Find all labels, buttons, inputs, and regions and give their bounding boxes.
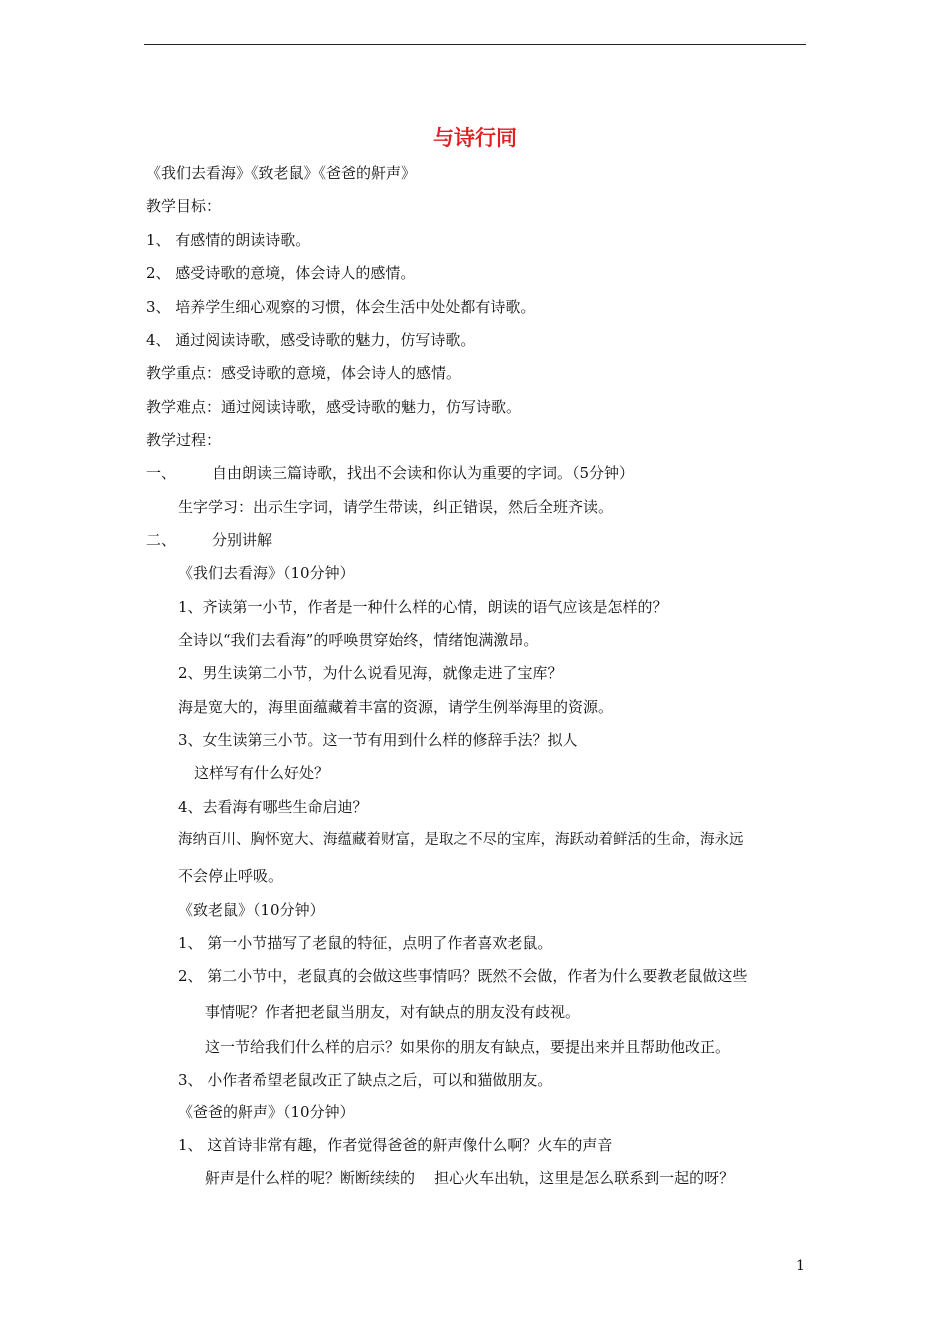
goals-heading: 教学目标： xyxy=(146,197,222,215)
step-text: 自由朗读三篇诗歌，找出不会读和你认为重要的字词。（5分钟） xyxy=(212,464,635,482)
poem-line: 2、男生读第二小节，为什么说看见海，就像走进了宝库？ xyxy=(178,664,563,682)
key-point: 教学重点：感受诗歌的意境，体会诗人的感情。 xyxy=(146,364,462,382)
poem-line: 1、 这首诗非常有趣，作者觉得爸爸的鼾声像什么啊？火车的声音 xyxy=(178,1136,613,1154)
poem-line: 海是宽大的，海里面蕴藏着丰富的资源，请学生例举海里的资源。 xyxy=(178,698,614,716)
poem-line: 全诗以“我们去看海”的呼唤贯穿始终，情绪饱满激昂。 xyxy=(178,631,539,649)
poem-line: 3、 小作者希望老鼠改正了缺点之后，可以和猫做朋友。 xyxy=(178,1071,553,1089)
poem-line: 这一节给我们什么样的启示？如果你的朋友有缺点，要提出来并且帮助他改正。 xyxy=(205,1038,731,1056)
goal-item: 2、 感受诗歌的意境，体会诗人的感情。 xyxy=(146,264,416,282)
poem-heading: 《爸爸的鼾声》（10分钟） xyxy=(178,1103,355,1121)
step-text: 分别讲解 xyxy=(212,531,273,549)
step-number: 二、 xyxy=(146,531,177,549)
poem-line: 海纳百川、胸怀宽大、海蕴藏着财富，是取之不尽的宝库，海跃动着鲜活的生命，海永远 xyxy=(178,832,744,848)
poem-line: 1、 第一小节描写了老鼠的特征，点明了作者喜欢老鼠。 xyxy=(178,934,553,952)
poem-heading: 《我们去看海》（10分钟） xyxy=(178,564,355,582)
poem-line: 1、齐读第一小节，作者是一种什么样的心情，朗读的语气应该是怎样的？ xyxy=(178,598,668,616)
poem-heading: 《致老鼠》（10分钟） xyxy=(178,901,325,919)
poem-line: 3、女生读第三小节。这一节有用到什么样的修辞手法？拟人 xyxy=(178,731,578,749)
goal-item: 4、 通过阅读诗歌，感受诗歌的魅力，仿写诗歌。 xyxy=(146,331,476,349)
poems-line: 《我们去看海》《致老鼠》《爸爸的鼾声》 xyxy=(146,164,417,182)
header-rule xyxy=(144,44,806,45)
poem-line: 这样写有什么好处？ xyxy=(194,764,330,782)
poem-line: 鼾声是什么样的呢？断断续续的 担心火车出轨，这里是怎么联系到一起的呀？ xyxy=(205,1169,735,1187)
poem-line: 4、去看海有哪些生命启迪？ xyxy=(178,798,368,816)
goal-item: 3、 培养学生细心观察的习惯，体会生活中处处都有诗歌。 xyxy=(146,298,536,316)
step-detail: 生字学习：出示生字词，请学生带读，纠正错误，然后全班齐读。 xyxy=(178,498,614,516)
process-heading: 教学过程： xyxy=(146,431,222,449)
difficulty: 教学难点：通过阅读诗歌，感受诗歌的魅力，仿写诗歌。 xyxy=(146,398,522,416)
poem-line: 2、 第二小节中，老鼠真的会做这些事情吗？既然不会做，作者为什么要教老鼠做这些 xyxy=(178,967,748,985)
document-title: 与诗行同 xyxy=(433,126,517,150)
poem-line: 事情呢？作者把老鼠当朋友，对有缺点的朋友没有歧视。 xyxy=(205,1003,581,1021)
step-number: 一、 xyxy=(146,464,177,482)
goal-item: 1、 有感情的朗读诗歌。 xyxy=(146,231,311,249)
page-number: 1 xyxy=(796,1258,805,1274)
poem-line: 不会停止呼吸。 xyxy=(178,867,284,885)
